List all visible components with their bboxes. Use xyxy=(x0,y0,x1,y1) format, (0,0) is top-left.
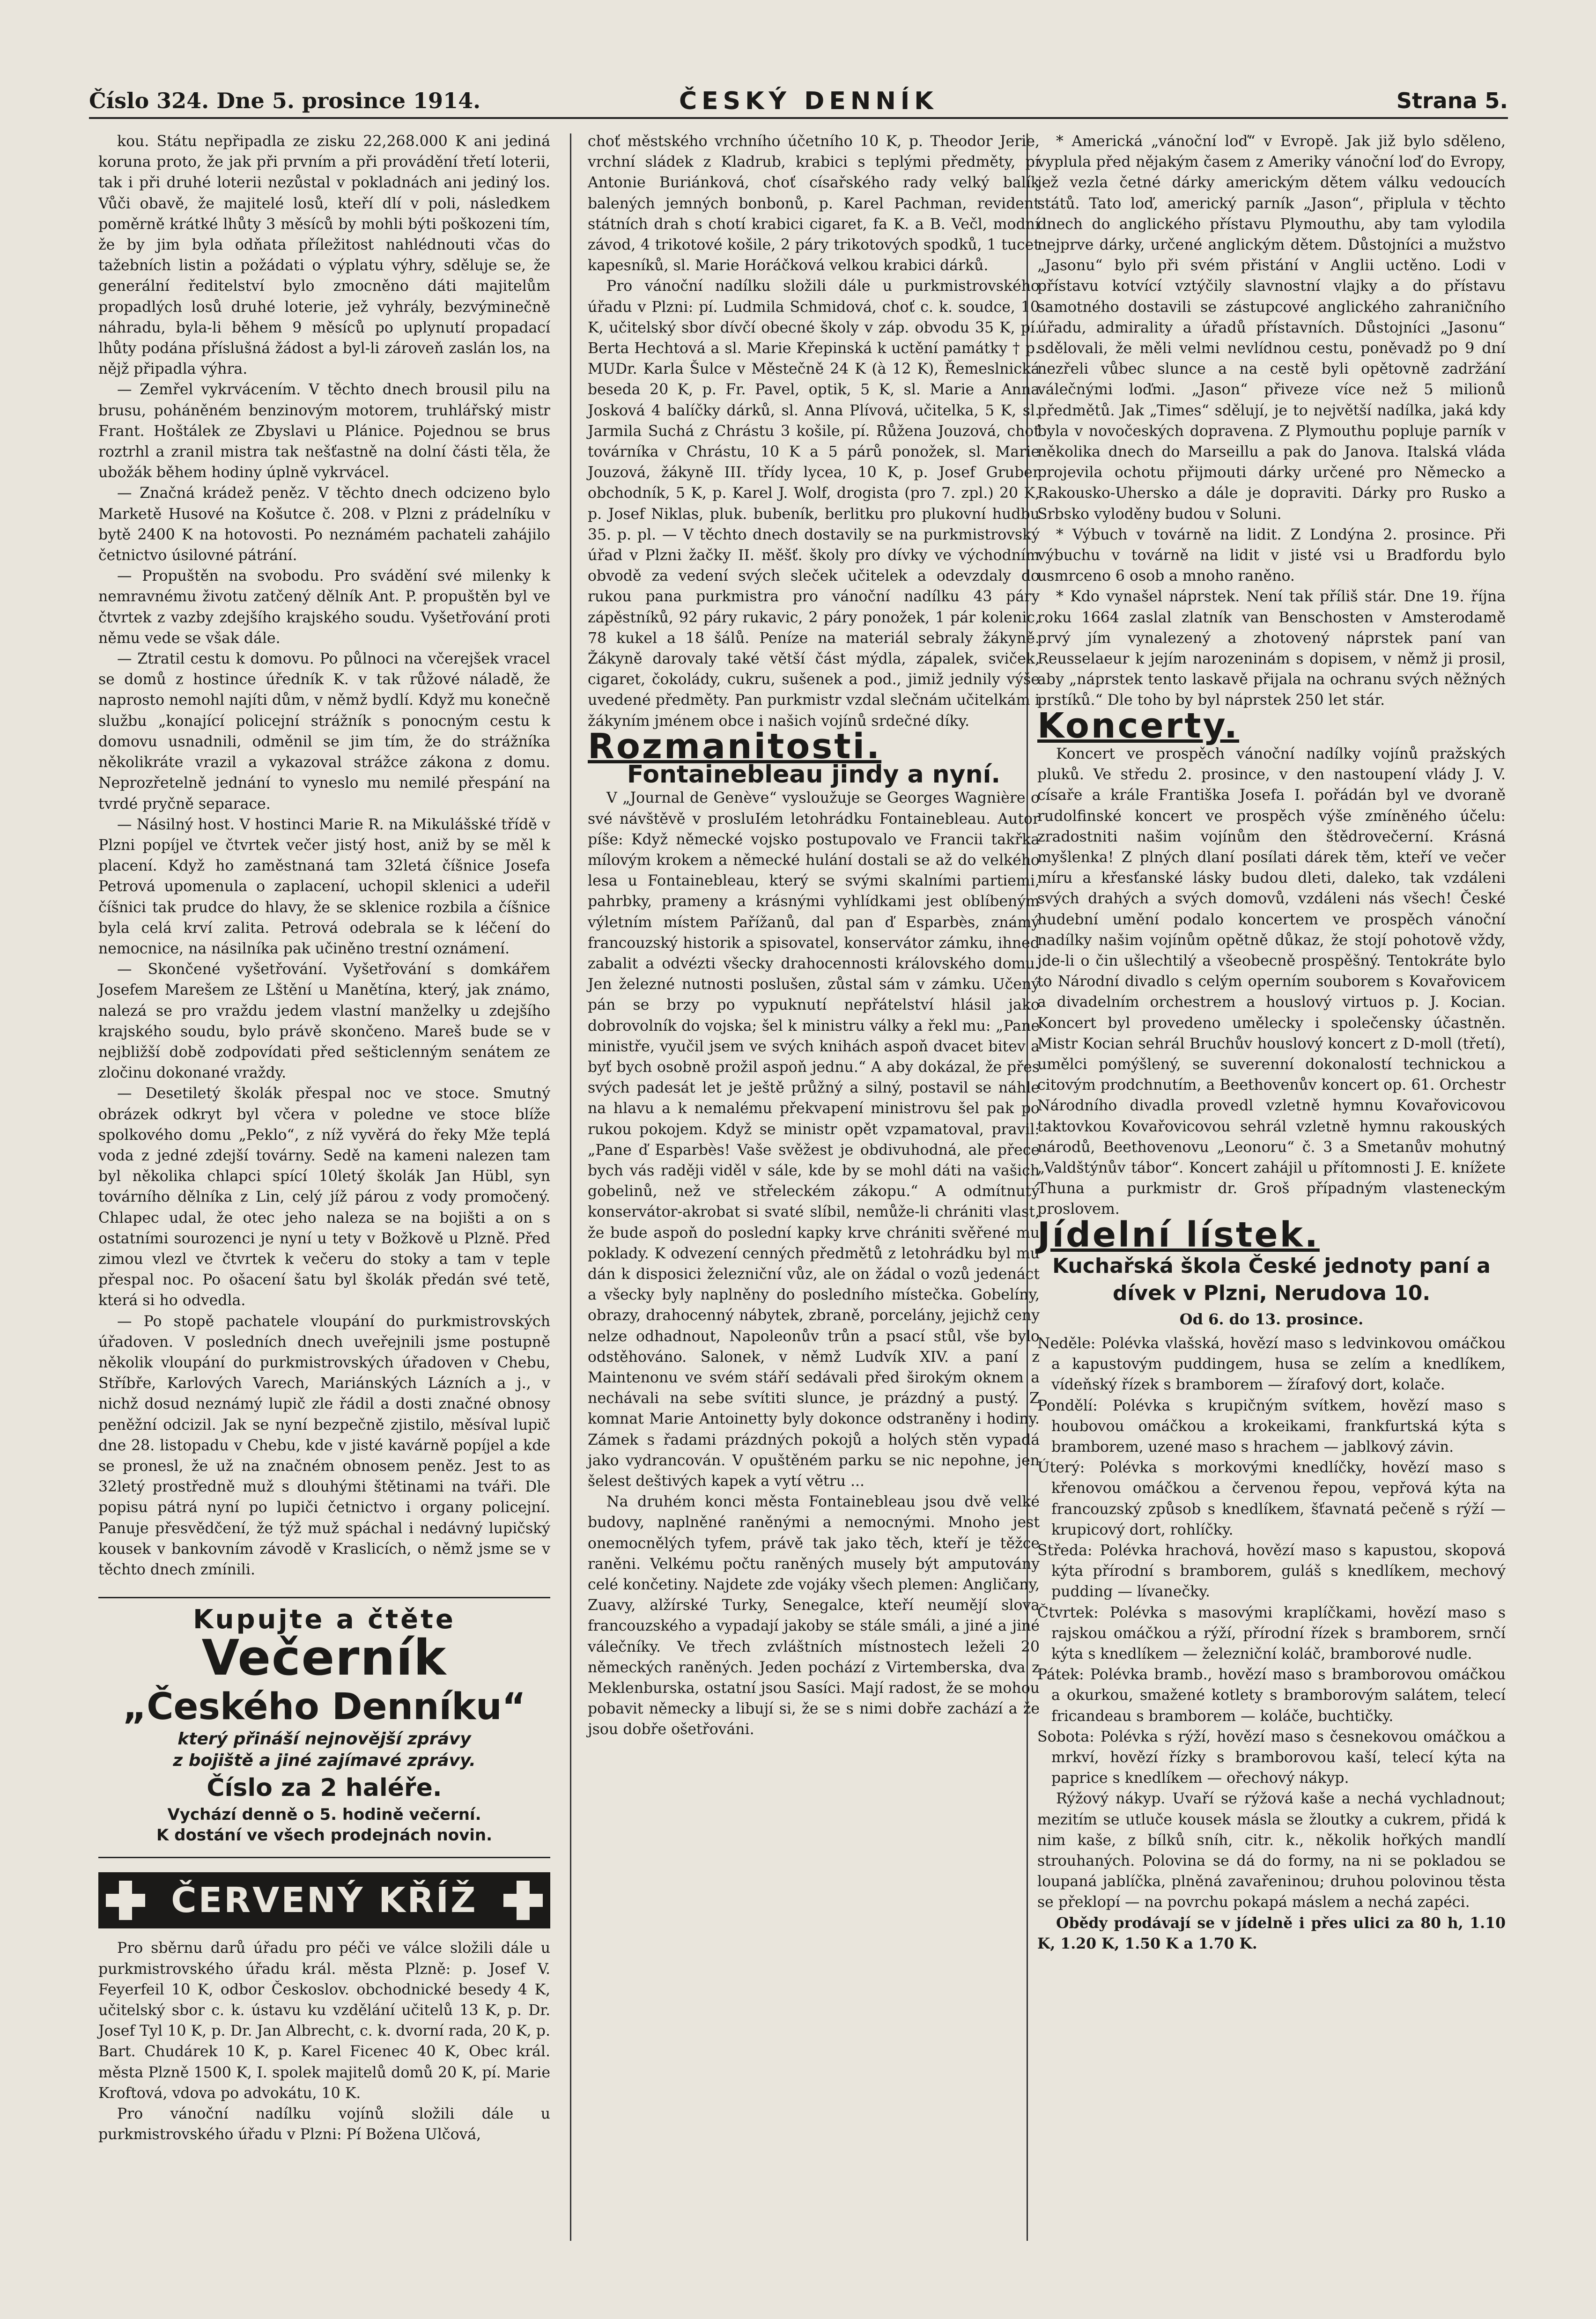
menu-day: Úterý: Polévka s morkovými knedlíčky, hovězí maso s křenovou omáčkou a červenou řepou, vepřová kýta na francouzský způsob s knedlíkem, šťavnatá pečeně s rýží — krupicový dort, rohlíčky. xyxy=(1037,1459,1506,1538)
ad-line: „Českého Denníku“ xyxy=(123,1686,526,1728)
header-rule xyxy=(89,117,1508,119)
section-heading-jidelni-listek: Jídelní lístek. xyxy=(1037,1214,1320,1255)
news-item: — Násilný host. V hostinci Marie R. na Mikulášské třídě v Plzni popíjel ve čtvrtek večer jistý host, aniž by se měl k placení. Když ho zaměstnaná tam 32letá číšnice Josefa Petrová upomenula o zaplacení, uchopil sklenici a udeřil číšnici tak prudce do hlavy, že se sklenice rozbila a číšnice byla celá krví zalita. Petrová odebrala se k léčení do nemocnice, na násilníka pak učiněno trestní oznámení. xyxy=(98,816,550,957)
red-cross-banner xyxy=(98,1872,550,1928)
donation-list: Pro sběrnu darů úřadu pro péči ve válce složili dále u purkmistrovského úřadu král. města Plzně: p. Josef V. Feyerfeil 10 K, odbor Českoslov. obchodnické besedy 4 K, učitelský sbor c. k. ústavu ku vzdělání učitelů 13 K, p. Dr. Josef Tyl 10 K, p. Dr. Jan Albrecht, c. k. dvorní rada, 20 K, p. Bart. Chudárek 10 K, p. Karel Ficenec 40 K, Obec král. města Plzně 1500 K, I. spolek majitelů domů 20 K, pí. Marie Kroftová, vdova po advokátu, 10 K. xyxy=(98,1940,550,2102)
news-item: — Zemřel vykrvácením. V těchto dnech brousil pilu na brusu, poháněném benzinovým motorem, truhlářský mistr Frant. Hoštálek ze Zbyslavi u Plánice. Pojednou se brus roztrhl a zranil mistra tak nešťastně na dolní části těla, že ubožák během hodiny úplně vykrvácel. xyxy=(98,381,550,481)
section-heading-koncerty: Koncerty. xyxy=(1037,705,1240,746)
news-item: — Desetiletý školák přespal noc ve stoce. Smutný obrázek odkryt byl včera v poledne ve stoce blíže spolkového domu „Peklo“, z níž vyvěrá do řeky Mže teplá voda z jedné zdejší továrny. Sedě na kameni nalezen tam byl několika chlapci spící 10letý školák Jan Hübl, syn továrního dělníka z Lin, celý jíž párou z vody promočený. Chlapec udal, že otec jeho naleza se na bojišti a on s ostatními sourozenci je nyní u tety v Božkově u Plzně. Před zimou vlezl ve čtvrtek k večeru do stoky a tam v teple přespal noc. Po ošacení šatu byl školák předán své tetě, která si ho odvedla. xyxy=(98,1085,550,1309)
weekly-menu xyxy=(1037,1333,1506,1788)
news-item: — Ztratil cestu k domovu. Po půlnoci na včerejšek vracel se domů z hostince úředník K. v tak růžové náladě, že naprosto nemohl najíti dům, v němž bydlí. Když mu konečně službu „konající policejní strážník s ponocným cestu k domovu usnadnili, odměnil se jim tím, že do strážníka několikráte vrazil a vykazoval strážce zákona z domu. Neprozřetelně jednání to vyneslo mu nemilé přespání na tvrdé pryčně separace. xyxy=(98,650,550,812)
column-1 xyxy=(98,131,550,2145)
news-item: * Americká „vánoční loď“ v Evropě. Jak již bylo sděleno, vyplula před nějakým časem z Ameriky vánoční loď do Evropy, jež vezla četné dárky americkým dětem válku vedoucích států. Tato loď, americký parník „Jason“, připlula v těchto dnech do anglického přístavu Plymouthu, aby tam vylodila nejprve dárky, určené anglickým dětem. Důstojníci a mužstvo „Jasonu“ bylo při svém přistání v Anglii uctěno. Lodi v přístavu kotvící vztýčily slavnostní vlajky a do přístavu samotného dostavili se zástupcové anglického zahraničního úřadu, admirality a úřadů přístavních. Důstojníci „Jasonu“ sdělovali, že měli velmi nevlídnou cestu, poněvadž po 9 dní nezřeli vůbec slunce a na cestě byli opětovně zadržání válečnými loďmi. „Jason“ přiveze více než 5 milionů předmětů. Jak „Times“ sdělují, je to největší nadílka, jaká kdy byla v novočeských dopravena. Z Plymouthu popluje parník v několika dnech do Marseillu a pak do Janova. Italská vláda projevila ochotu přijmouti dárky určené pro Německo a Rakousko-Uhersko a dále je dopraviti. Dárky pro Rusko a Srbsko vyloděny budou v Soluni. xyxy=(1037,133,1506,523)
menu-day: Pondělí: Polévka s krupičným svítkem, hovězí maso s houbovou omáčkou a krokeikami, frankfurtská kýta s bramborem, uzené maso s hrachem — jablkový závin. xyxy=(1037,1397,1506,1455)
column-3 xyxy=(1037,131,1506,1954)
news-item: * Výbuch v továrně na lidit. Z Londýna 2. prosince. Při výbuchu v továrně na lidit v jisté vsi u Bradfordu bylo usmrceno 6 osob a mnoho raněno. xyxy=(1037,526,1506,585)
menu-day: Sobota: Polévka s rýží, hovězí maso s česnekovou omáčkou a mrkví, hovězí řízky s bramborovou kaší, telecí kýta na paprice s knedlíkem — ořechový nákyp. xyxy=(1037,1728,1506,1787)
red-cross-icon xyxy=(103,1878,148,1923)
ad-line: K dostání ve všech prodejnách novin. xyxy=(156,1826,493,1845)
red-cross-title: ČERVENÝ KŘÍŽ xyxy=(171,1880,478,1921)
ad-line: který přináší nejnovější zprávy xyxy=(177,1729,471,1749)
concert-review: Koncert ve prospěch vánoční nadílky vojínů pražských pluků. Ve středu 2. prosince, v den nastoupení vlády J. V. císaře a krále Františka Josefa I. pořádán byl ve dvoraně rudolfinské koncert ve prospěch výše zmíněného účelu: zradostniti našim vojínům den štědrovečerní. Krásná myšlenka! Z plných dlaní posílati dárek těm, kteří ve večer míru a křesťanské lásky budou dleti, daleko, tak vzdáleni svých drahých a svých domovů, vzdáleni nás všech! České hudební umění podalo koncertem ve prospěch vánoční nadílky našim vojínům opětně důkaz, že stojí pohotově vždy, jde-li o čin ušlechtilý a všeobecně prospěšný. Tentokráte bylo to Národní divadlo s celým operním souborem s Kovařovicem a divadelním orchestrem a houslový virtuos p. J. Kocian. Koncert byl provedeno umělecky i společensky účastněn. Mistr Kocian sehrál Bruchův houslový koncert z D-moll (třetí), umělci pomýšlený, se suverenní dokonalostí technickou a citovým prodchnutím, a Beethovenův koncert op. 61. Orchestr Národního divadla provedl vzletně hymnu Kovařovicovou taktovkou Kovařovicovou sehrál vzletně hymnu rakouských národů, Beethovenovu „Leonoru“ č. 3 a Smetanův mohutný „Valdštýnův tábor“. Koncert zahájil u přítomnosti J. E. knížete Thuna a purkmistr dr. Groš případným vlasteneckým proslovem. xyxy=(1037,745,1506,1218)
column-divider xyxy=(570,133,571,2241)
news-item: — Propuštěn na svobodu. Pro svádění své milenky k nemravnému životu zatčený dělník Ant. P. propuštěn byl ve čtvrtek z vazby zdejšího krajského soudu. Vyšetřování proti němu vede se však dále. xyxy=(98,568,550,647)
donation-list: Pro vánoční nadílku složili dále u purkmistrovského úřadu v Plzni: pí. Ludmila Schmidová, choť c. k. soudce, 10 K, učitelský sbor dívčí obecné školy v záp. obvodu 35 K, pí. Berta Hechtová a sl. Marie Křepinská k uctění památky † p. MUDr. Karla Šulce v Městečně 24 K (à 12 K), Řemeslnická beseda 20 K, p. Fr. Pavel, optik, 5 K, sl. Marie a Anna Josková 4 balíčky dárků, sl. Anna Plívová, učitelka, 5 K, sl. Jarmila Suchá z Chrástu 3 košile, pí. Růžena Jouzová, choť továrníka v Chrástu, 10 K a 5 párů ponožek, sl. Marie Jouzová, žákyně III. třídy lycea, 10 K, p. Josef Gruber obchodník, 5 K, p. Karel J. Wolf, drogista (pro 7. zpl.) 20 K, p. Josef Niklas, pluk. bubeník, berlitku pro plukovní hudbu 35. p. pl. — V těchto dnech dostavily se na purkmistrovský úřad v Plzni žačky II. měšť. školy pro dívky ve východním obvodě za vedení svých sleček učitelek a odevzdaly do rukou pana purkmistra pro vánoční nadílku 43 páry zápěstníků, 92 páry rukavic, 2 páry ponožek, 1 pár kolenic, 78 kukel a 18 šálů. Peníze na materiál sebraly žákyně. Žákyně darovaly také větší část mýdla, zápalek, sviček, cigaret, čokolády, cukru, sušenek a pod., jimiž jednily výše uvedené předměty. Pan purkmistr vzdal slečnám učitelkám i žákyním jménem obce i našich vojínů srdečné díky. xyxy=(588,278,1040,730)
vecernik-advertisement xyxy=(98,1597,550,1858)
donation-list: choť městského vrchního účetního 10 K, p. Theodor Jerie, vrchní sládek z Kladrub, krabici s teplými předměty, pí Antonie Buriánková, choť císařského rady velký balík balených jemných bonbonů, p. Karel Pachman, revident státních drah s chotí krabici cigaret, fa K. a B. Večl, modní závod, 4 trikotové košile, 2 páry trikotových spodků, 1 tucet kapesníků, sl. Marie Horáčková velkou krabici dárků. xyxy=(588,133,1040,274)
ad-title: Večerník xyxy=(201,1629,447,1687)
menu-day: Středa: Polévka hrachová, hovězí maso s kapustou, skopová kýta přírodní s bramborem, guláš s knedlíkem, mechový pudding — lívanečky. xyxy=(1037,1542,1506,1601)
news-item: — Značná krádež peněz. V těchto dnech odcizeno bylo Marketě Husové na Košutce č. 208. v Plzni z prádelníku v bytě 2400 K na hotovosti. Po neznámém pachateli zahájilo četnictvo úsilovné pátrání. xyxy=(98,485,550,564)
menu-date-range: Od 6. do 13. prosince. xyxy=(1179,1310,1364,1328)
ad-price: Číslo za 2 haléře. xyxy=(207,1774,442,1802)
column-2 xyxy=(588,131,1040,1740)
section-heading-rozmanitosti: Rozmanitosti. xyxy=(588,726,882,767)
article-text: V „Journal de Genève“ vysloužuje se Georges Wagnière o své návštěvě v prosluIém letohrádku Fontainebleau. Autor píše: Když německé vojsko postupovalo ve Francii takřka mílovým krokem a německé hulání dostali se až do velkého lesa u Fontainebleau, který se svými skalními partiemi, pahrbky, prameny a krásnými vyhlídkami jest oblíbeným výletním místem Pařížanů, dal pan ď Esparbès, známý francouzský historik a spisovatel, konservátor zámku, ihned zabalit a odvézti všecky drahocennosti královského domu. Jen železné nutnosti poslušen, zůstal sám v zámku. Učený pán se brzy po vypuknutí nepřátelství hlásil jako dobrovolník do vojska; šel k ministru války a řekl mu: „Pane ministře, vyučil jsem ve svých knihách aspoň dvacet bitev a byť bych osobně prožil aspoň jednu.“ A aby dokázal, že přes svých padesát let je ještě průžný a silný, postavil se náhle na hlavu a k nemalému překvapení ministrovu šel pak po rukou pokojem. Když se ministr opět vzpamatoval, pravil: „Pane ď Esparbès! Vaše svěžest je obdivuhodná, ale přece bych vás raději viděl v sále, kde by se mohl dáti na vašich gobelinů, než ve střeleckém zákopu.“ A odmítnutý konservátor-akrobat si svaté slíbil, nemůže-li chrániti vlast, že bude aspoň do poslední kapky krve chrániti svěřené mu poklady. K odvezení cenných předmětů z letohrádku byl mu dán k disposici železniční vůz, ale on žádal o vozů jedenáct a všecky byly naplněny do posledního místečka. Gobelíny, obrazy, drahocenný nábytek, zbraně, porcelány, jejichž ceny nelze odhadnout, Napoleonův trůn a psací stůl, vše bylo odstěhováno. Salonek, v němž Ludvík XIV. a paní z Maintenonu ve svém stáří sedávali před širokým oknem a nechávali na sebe svítiti slunce, je prázdný a pustý. Z komnat Marie Antoinetty byly dokonce odstraněny i hodiny. Zámek s řadami prázdných pokojů a holých stěn vypadá jako vydrancován. V opuštěném parku se nic nepohne, jen šelest deštivých kapek a vytí větru ... xyxy=(588,790,1040,1490)
article-title: Fontainebleau jindy a nyní. xyxy=(627,761,1001,789)
page-header xyxy=(89,88,1508,121)
donation-list: Pro vánoční nadílku vojínů složili dále u purkmistrovského úřadu v Plzni: Pí Božena Ulčová, xyxy=(98,2105,550,2143)
menu-day: Neděle: Polévka vlašská, hovězí maso s ledvinkovou omáčkou a kapustovým puddingem, husa se zelím a knedlíkem, vídeňský řízek s bramborem — žírafový dort, kolače. xyxy=(1037,1335,1506,1394)
menu-prices: Obědy prodávají se v jídelně i přes ulici za 80 h, 1.10 K, 1.20 K, 1.50 K a 1.70 K. xyxy=(1037,1914,1506,1952)
masthead-title: ČESKÝ DENNÍK xyxy=(679,87,938,115)
menu-day: Čtvrtek: Polévka s masovými kraplíčkami, hovězí maso s rajskou omáčkou a rýží, přírodní řízek s bramborem, srnčí kýta s knedlíkem — železniční koláč, bramborové nudle. xyxy=(1037,1604,1506,1663)
article-text: Na druhém konci města Fontainebleau jsou dvě velké budovy, naplněné raněnými a nemocnými. Mnoho jest onemocnělých tyfem, právě tak jako těch, kteří je těžce raněni. Velkému počtu raněných musely být amputovány celé končetiny. Najdete zde vojáky všech plemen: Angličany, Zuavy, alžírské Turky, Senegalce, kteří neumějí slova francouzského a vypadají jakoby se stále smáli, a jiné a jiné válečníky. Ve třech zvláštních místnostech leželi 20 německých raněných. Jeden pochází z Virtemberska, dva z Meklenburska, ostatní jsou Sasíci. Mají radost, že se mohou pobavit německy a libují si, že se s nimi dobře zachází a že jsou dobře ošetřováni. xyxy=(588,1493,1040,1738)
red-cross-icon xyxy=(501,1878,546,1923)
ad-line: Vychází denně o 5. hodině večerní. xyxy=(167,1805,481,1824)
article-text: kou. Státu nepřipadla ze zisku 22,268.000 K ani jediná koruna proto, že jak při prvním a při provádění třetí loterii, tak i při druhé loterii nezůstal v pokladnách ani jediný los. Vůči obavě, že majitelé losů, kteří dlí v poli, následkem poměrně krátké lhůty 3 měsíců by mohli býti poškozeni tím, že by jim byla odňata příležitost nahlédnouti včas do tažebních listin a požádati o výplatu výhry, sděluje se, že generální ředitelství bylo zmocněno dáti majitelům propadlých losů druhé loterie, jež vyhrály, bezvýminečně náhradu, byla-li během 9 měsíců po uplynutí propadací lhůty podána příslušná žádost a byl-li zároveň zaslán los, na nějž připadla výhra. xyxy=(98,133,550,378)
menu-day: Pátek: Polévka bramb., hovězí maso s bramborovou omáčkou a okurkou, smažené kotlety s bramborovým salátem, telecí fricandeau s bramborem — koláče, buchtičky. xyxy=(1037,1666,1506,1725)
news-item: * Kdo vynašel náprstek. Není tak příliš stár. Dne 19. října roku 1664 zaslal zlatník van Benschosten v Amsterodamě prvý jím vynalezený a zhotovený náprstek paní van Reusselaeur k jejím narozeninám s dopisem, v němž ji prosil, aby „náprstek tento laskavě přijala na ochranu svých něžných prstíků.“ Dle toho by byl náprstek 250 let stár. xyxy=(1037,588,1506,709)
recipe: Rýžový nákyp. Uvaří se rýžová kaše a nechá vychladnout; mezitím se utluče kousek másla se žloutky a cukrem, přidá k nim kaše, z bílků sníh, citr. k., několik hořkých mandlí strouhaných. Polovina se dá do formy, na ni se pokladou se loupaná jablíčka, plněná zavařeninou; druhou polovinou těsta se překlopí — na povrchu pokapá máslem a nechá zapéci. xyxy=(1037,1790,1506,1911)
news-item: — Skončené vyšetřování. Vyšetřování s domkářem Josefem Marešem ze Lštění u Manětína, který, jak známo, nalezá se pro vraždu jedem vlastní manželky u zdejšího krajského soudu, bylo právě skončeno. Mareš bude se v nejbližší době zodpovídati před sešticlenným senátem ze zločinu dokonané vraždy. xyxy=(98,961,550,1082)
page-number: Strana 5. xyxy=(1396,88,1508,113)
ad-line: z bojiště a jiné zajímavé zprávy. xyxy=(173,1751,476,1771)
ad-line: Kupujte a čtěte xyxy=(193,1604,456,1635)
issue-and-date: Číslo 324. Dne 5. prosince 1914. xyxy=(89,88,481,113)
menu-publisher: Kuchařská škola České jednoty paní a dívek v Plzni, Nerudova 10. xyxy=(1052,1254,1491,1305)
news-item: — Po stopě pachatele vloupání do purkmistrovských úřadoven. V posledních dnech uveřejnili jsme postupně několik vloupání do purkmistrovských úřadoven v Chebu, Stříbře, Karlových Varech, Mariánských Lázních a j., v nichž dosud neznámý lupič zle řádil a dosti značné obnosy peněžní odcizil. Jak se nyní bezpečně zjistilo, měsíval lupič dne 28. listopadu v Chebu, kde v jisté kavárně popíjel a kde se pronesl, že už na značném obnosem peněz. Jest to as 32letý prostředně muž s dlouhými štětinami na tváři. Dle popisu pátrá nyní po lupiči četnictvo i organy policejní. Panuje přesvědčení, že týž muž spáchal i nedávný lupičský kousek v bankovním závodě v Kraslicích, o němž jsme se v těchto dnech zmínili. xyxy=(98,1313,550,1579)
